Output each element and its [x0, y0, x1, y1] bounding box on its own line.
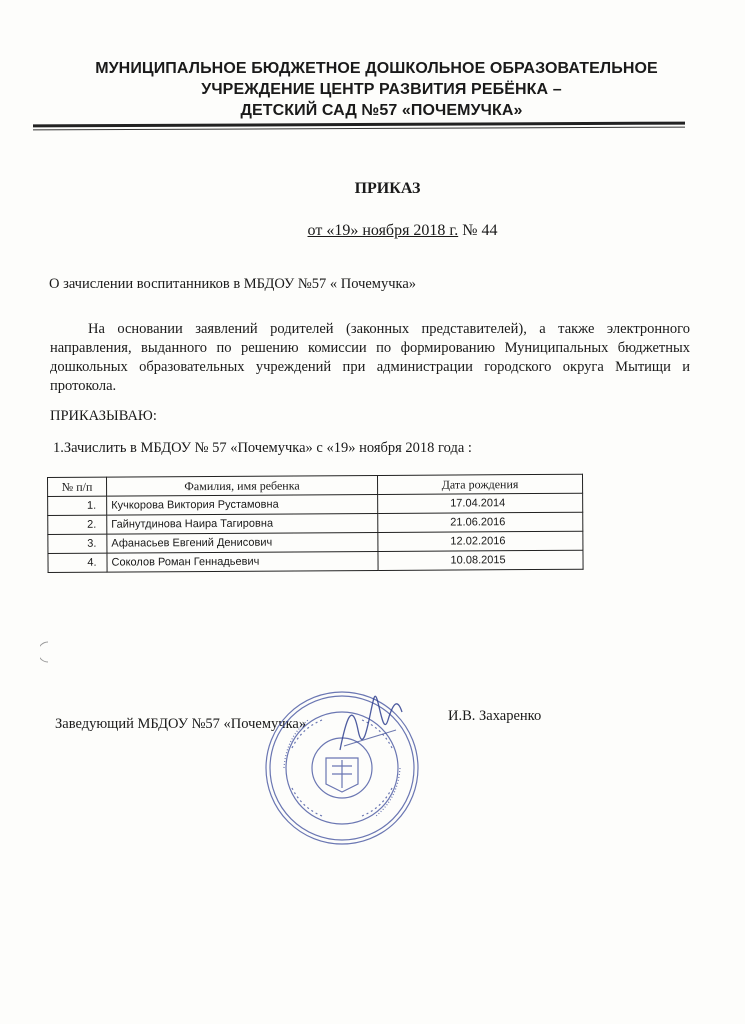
child-name: Гайнутдинова Наира Тагировна	[107, 513, 378, 534]
column-header-number: № п/п	[48, 477, 107, 496]
birth-date: 10.08.2015	[378, 550, 583, 570]
column-header-name: Фамилия, имя ребенка	[107, 475, 378, 496]
org-header-line-3: ДЕТСКИЙ САД №57 «ПОЧЕМУЧКА»	[240, 102, 523, 119]
row-number: 1.	[48, 496, 107, 515]
enrolled-children-table	[47, 474, 584, 573]
order-subject: О зачислении воспитанников в МБДОУ №57 « Почемучка»	[49, 276, 417, 292]
child-name: Афанасьев Евгений Денисович	[107, 532, 378, 553]
row-number: 2.	[48, 515, 107, 534]
decree-word: ПРИКАЗЫВАЮ:	[50, 408, 157, 424]
order-date-line	[0, 222, 745, 240]
birth-date: 17.04.2014	[378, 493, 583, 513]
order-number: № 44	[458, 222, 498, 239]
decree-item-1: 1.Зачислить в МБДОУ № 57 «Почемучка» с «19» ноября 2018 года :	[53, 440, 472, 456]
birth-date: 12.02.2016	[378, 531, 583, 551]
row-number: 4.	[48, 553, 107, 572]
birth-date: 21.06.2016	[378, 512, 583, 532]
signatory-position: Заведующий МБДОУ №57 «Почемучка»	[55, 716, 307, 732]
scan-mark-arc	[40, 640, 64, 664]
organization-header	[0, 58, 745, 121]
row-number: 3.	[48, 534, 107, 553]
order-body-paragraph: На основании заявлений родителей (законных представителей), а также электронного направления, выданного по решению комиссии по формированию Муниципальных бюджетных дошкольных образовательных учреждений при администрации городского округа Мытищи и протокола.	[50, 321, 690, 394]
child-name: Кучкорова Виктория Рустамовна	[107, 494, 378, 515]
column-header-birthdate: Дата рождения	[377, 474, 582, 494]
header-divider-thin	[33, 127, 685, 131]
org-header-line-1: МУНИЦИПАЛЬНОЕ БЮДЖЕТНОЕ ДОШКОЛЬНОЕ ОБРАЗОВАТЕЛЬНОЕ	[95, 60, 658, 77]
handwritten-signature-icon	[336, 690, 406, 760]
child-name: Соколов Роман Геннадьевич	[107, 551, 378, 572]
order-title: ПРИКАЗ	[354, 180, 421, 197]
signatory-name: И.В. Захаренко	[448, 708, 542, 724]
org-header-line-2: УЧРЕЖДЕНИЕ ЦЕНТР РАЗВИТИЯ РЕБЁНКА –	[201, 81, 562, 98]
table-row	[48, 550, 583, 572]
order-date: от «19» ноября 2018 г.	[307, 222, 459, 239]
